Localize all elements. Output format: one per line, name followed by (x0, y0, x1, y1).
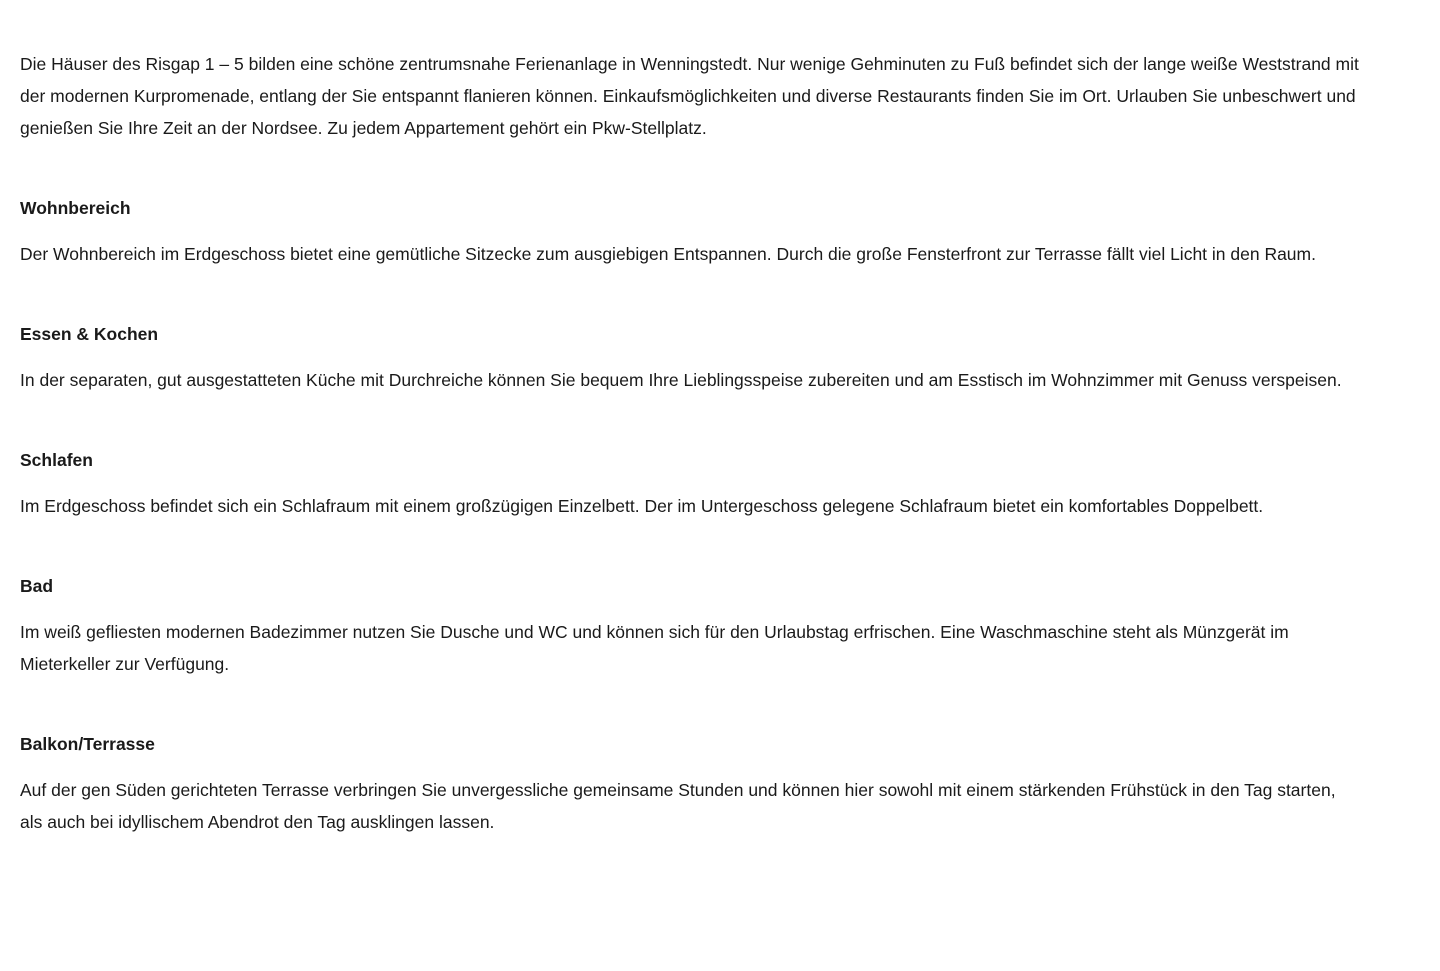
section-heading-balkon-terrasse: Balkon/Terrasse (20, 734, 155, 754)
section-heading-essen-kochen: Essen & Kochen (20, 324, 159, 344)
section-heading-wohnbereich: Wohnbereich (20, 198, 131, 218)
section-body-essen-kochen: In der separaten, gut ausgestatteten Küche mit Durchreiche können Sie bequem Ihre Lieblingsspeise zubereiten und am Esstisch im Wohnzimmer mit Genuss verspeisen. (20, 370, 1342, 390)
section-body-schlafen: Im Erdgeschoss befindet sich ein Schlafraum mit einem großzügigen Einzelbett. Der im Untergeschoss gelegene Schlafraum bietet ein komfortables Doppelbett. (20, 496, 1264, 516)
section-body-bad: Im weiß gefliesten modernen Badezimmer nutzen Sie Dusche und WC und können sich für den Urlaubstag erfrischen. Eine Waschmaschine steht als Münzgerät im Mieterkeller zur Verfügung. (20, 622, 1289, 674)
section-body-balkon-terrasse: Auf der gen Süden gerichteten Terrasse verbringen Sie unvergessliche gemeinsame Stunden und können hier sowohl mit einem stärkenden Frühstück in den Tag starten, als auch bei idyllischem Abendrot den Tag ausklingen lassen. (20, 780, 1336, 832)
section-heading-bad: Bad (20, 576, 54, 596)
intro-paragraph: Die Häuser des Risgap 1 – 5 bilden eine schöne zentrumsnahe Ferienanlage in Wenningstedt. Nur wenige Gehminuten zu Fuß befindet sich der lange weiße Weststrand mit der modernen Kurpromenade, entlang der Sie entspannt flanieren können. Einkaufsmöglichkeiten und diverse Restaurants finden Sie im Ort. Urlauben Sie unbeschwert und genießen Sie Ihre Zeit an der Nordsee. Zu jedem Appartement gehört ein Pkw-Stellplatz. (20, 54, 1359, 138)
section-body-wohnbereich: Der Wohnbereich im Erdgeschoss bietet eine gemütliche Sitzecke zum ausgiebigen Entspannen. Durch die große Fensterfront zur Terrasse fällt viel Licht in den Raum. (20, 244, 1316, 264)
section-schlafen (20, 448, 1362, 522)
section-balkon-terrasse (20, 732, 1362, 838)
section-wohnbereich (20, 196, 1362, 270)
section-essen-kochen (20, 322, 1362, 396)
section-bad (20, 574, 1362, 680)
section-heading-schlafen: Schlafen (20, 450, 93, 470)
